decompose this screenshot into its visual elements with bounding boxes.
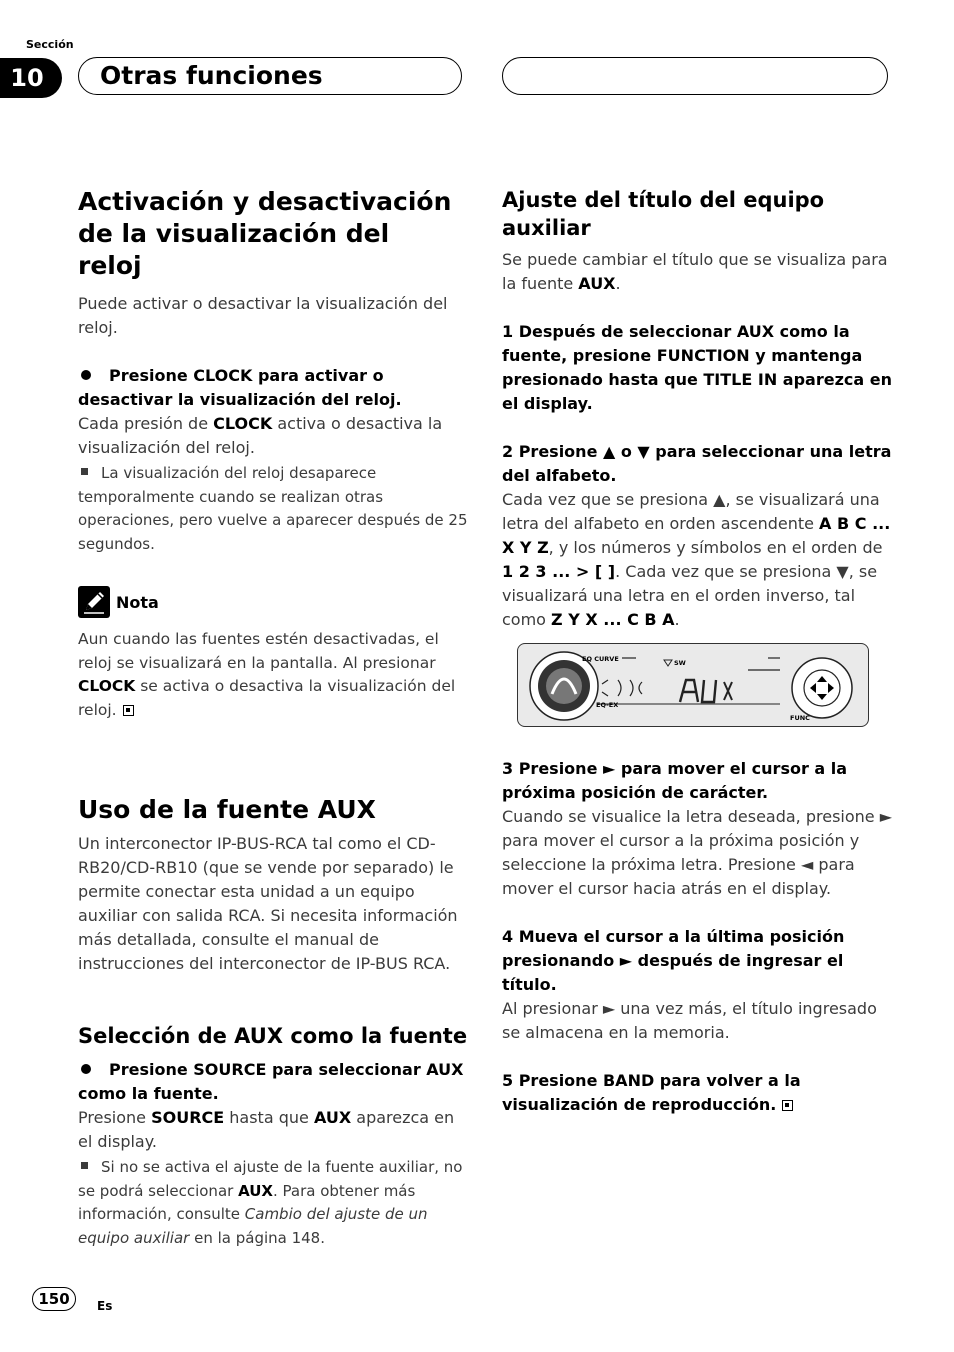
step-2: 2 Presione ▲ o ▼ para seleccionar una letra del alfabeto.: [502, 442, 892, 485]
header-empty-frame: [502, 57, 888, 95]
aux-bullet-instruction: Presione SOURCE para seleccionar AUX como la fuente.: [78, 1060, 464, 1103]
step-4-description: Al presionar ► una vez más, el título ingresado se almacena en la memoria.: [502, 999, 877, 1042]
language-code: Es: [97, 1299, 113, 1313]
step-5: 5 Presione BAND para volver a la visualización de reproducción.: [502, 1071, 801, 1114]
title-setting-heading: Ajuste del título del equipo auxiliar: [502, 188, 825, 240]
clock-bullet-instruction: Presione CLOCK para activar o desactivar la visualización del reloj.: [78, 366, 402, 409]
section-number-badge: 10: [0, 58, 62, 98]
clock-section-title: Activación y desactivación de la visualización del reloj: [78, 187, 452, 280]
lcd-sw-label: SW: [674, 659, 686, 667]
lcd-eq-curve-label: EQ CURVE: [582, 655, 619, 663]
lcd-func-label: FUNC: [790, 714, 810, 722]
right-column-lower: [502, 757, 894, 1117]
clock-description: Cada presión de CLOCK activa o desactiva la visualización del reloj.: [78, 414, 443, 457]
aux-section-title: Uso de la fuente AUX: [78, 795, 376, 824]
end-mark-icon: [123, 705, 134, 716]
page-number: 150: [32, 1287, 76, 1311]
bullet-icon: [81, 370, 91, 380]
aux-note-item: Si no se activa el ajuste de la fuente auxiliar, no se podrá seleccionar AUX. Para obtener más información, consulte Cambio del ajuste de un equipo auxiliar en la página 148.: [78, 1158, 463, 1247]
step-2-description: Cada vez que se presiona ▲, se visualizará una letra del alfabeto en orden ascendente A B C ... X Y Z, y los números y símbolos en el orden de 1 2 3 ... > [ ]. Cada vez que se presiona ▼, se visualizará una letra en el orden inverso, tal como Z Y X ... C B A.: [502, 490, 891, 629]
cross-reference: Cambio del ajuste de un equipo auxiliar: [78, 1205, 428, 1247]
step-4: 4 Mueva el cursor a la última posición presionando ► después de ingresar el título.: [502, 927, 845, 994]
end-mark-icon: [782, 1100, 793, 1111]
bullet-icon: [81, 1064, 91, 1074]
aux-intro: Un interconector IP-BUS-RCA tal como el CD-RB20/CD-RB10 (que se vende por separado) le permite conectar esta unidad a un equipo auxiliar con salida RCA. Si necesita información más detallada, consulte el manual de instrucciones del interconector de IP-BUS RCA.: [78, 834, 458, 973]
lcd-display-text: [678, 678, 680, 679]
nota-label: Nota: [116, 592, 159, 612]
clock-note-item: La visualización del reloj desaparece temporalmente cuando se realizan otras operaciones, pero vuelve a aparecer después de 25 segundos.: [78, 464, 468, 553]
step-1: 1 Después de seleccionar AUX como la fuente, presione FUNCTION y mantenga presionado hasta que TITLE IN aparezca en el display.: [502, 322, 892, 413]
step-3: 3 Presione ► para mover el cursor a la próxima posición de carácter.: [502, 759, 848, 802]
left-column: [78, 186, 470, 1250]
page-title: Otras funciones: [100, 61, 323, 90]
square-bullet-icon: [81, 468, 88, 475]
right-column: [502, 186, 894, 632]
lcd-eq-ex-label: EQ-EX: [596, 701, 619, 709]
pencil-note-icon: [78, 586, 110, 618]
nota-text: Aun cuando las fuentes estén desactivadas, el reloj se visualizará en la pantalla. Al presionar CLOCK se activa o desactiva la visualización del reloj.: [78, 630, 456, 719]
square-bullet-icon: [81, 1162, 88, 1169]
aux-select-subtitle: Selección de AUX como la fuente: [78, 1024, 468, 1048]
section-label: Sección: [26, 38, 74, 51]
step-3-description: Cuando se visualice la letra deseada, presione ► para mover el cursor a la próxima posición y seleccione la próxima letra. Presione ◄ para mover el cursor hacia atrás en el display.: [502, 807, 893, 898]
lcd-display-illustration: [517, 643, 869, 727]
nota-heading: [78, 586, 470, 618]
aux-description: Presione SOURCE hasta que AUX aparezca en el display.: [78, 1108, 455, 1151]
title-setting-intro: Se puede cambiar el título que se visualiza para la fuente AUX.: [502, 250, 888, 293]
clock-intro: Puede activar o desactivar la visualización del reloj.: [78, 294, 448, 337]
